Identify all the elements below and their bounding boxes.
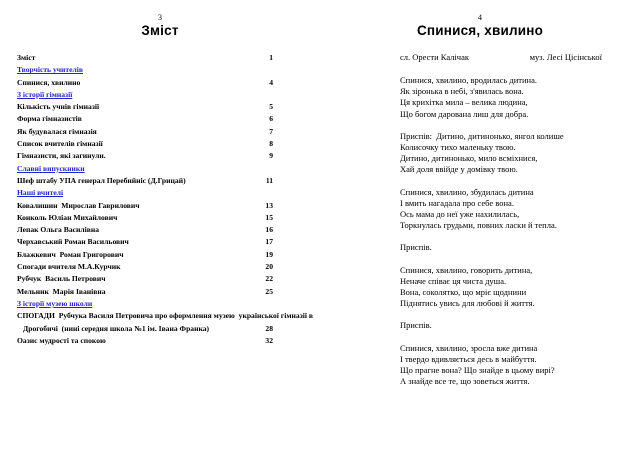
toc-entry-label: Черхавський Роман Васильович: [17, 237, 129, 247]
toc-row: [17, 151, 273, 163]
poem-line: Спинися, хвилино, говорить дитина,: [400, 264, 533, 275]
toc-entry-label: Мельник Марія Іванівна: [17, 286, 106, 296]
toc-row: [17, 65, 273, 77]
toc-entry-label: Оазис мудрості та спокою: [17, 335, 106, 345]
poem-line: Дитино, дитинонько, мило всміхнися,: [400, 153, 538, 164]
poem-line: І твердо вдивляється десь в майбуття.: [400, 353, 537, 364]
poem: [400, 75, 640, 387]
toc-row: [17, 311, 313, 323]
toc-row: [17, 90, 273, 102]
toc-link[interactable]: Наші вчителі: [17, 188, 64, 198]
toc-entry-label: Зміст: [17, 53, 36, 62]
toc-entry-label: Кількість учнів гімназії: [17, 102, 100, 112]
stanza: [400, 265, 640, 310]
toc-row: [17, 287, 273, 299]
poem-line: Що богом дарована лиш для добра.: [400, 108, 529, 119]
toc-link[interactable]: З історії гімназії: [17, 89, 73, 99]
toc-page-number: 16: [265, 225, 273, 235]
stanza: [400, 131, 640, 176]
stanza: [400, 187, 640, 232]
toc-page-number: 13: [265, 200, 273, 210]
poem-line: Колисочку тихо маленьку твою.: [400, 142, 516, 153]
toc-page-number: 28: [265, 323, 273, 333]
toc-entry-label: Як будувалася гімназія: [17, 126, 97, 136]
toc-row: [17, 188, 273, 200]
toc-row: [17, 139, 273, 151]
poem-line: Що прагне вона? Що знайде в цьому вирі?: [400, 365, 555, 376]
toc-entry-label: Лепак Ольга Василівна: [17, 225, 99, 235]
toc-row: [17, 336, 273, 348]
toc-page-number: 17: [265, 237, 273, 247]
toc-entry-label: Список вчителів гімназії: [17, 139, 103, 149]
toc-row: [17, 237, 273, 249]
stanza: [400, 343, 640, 388]
toc-page-number: 32: [265, 335, 273, 345]
toc-entry-label: Спогади вчителя М.А.Курчик: [17, 262, 121, 272]
poem-line: Приспів.: [400, 242, 432, 253]
toc-row: [17, 274, 273, 286]
poem-line: Спинися, хвилино, збудилась дитина: [400, 186, 534, 197]
poem-line: Приспів: Дитино, дитинонько, янгол колише: [400, 130, 564, 141]
toc-row: [17, 127, 273, 139]
poem-line: Піднятись увись для любові й життя.: [400, 298, 535, 309]
right-page: [320, 0, 640, 452]
toc-page-number: 9: [269, 151, 273, 161]
toc-page-number: 7: [269, 126, 273, 136]
toc-entry-label: Форма гімназистів: [17, 114, 82, 124]
poem-line: Спинися, хвилино, вродилась дитина.: [400, 75, 537, 85]
left-page-title: Зміст: [141, 23, 179, 38]
toc-row: [17, 78, 273, 90]
poem-line: Як зіронька в небі, з'явилась вона.: [400, 86, 524, 97]
toc-row: [17, 324, 273, 336]
toc-row: [17, 250, 273, 262]
toc-row: [17, 225, 273, 237]
toc-entry-label: Спинися, хвилино: [17, 77, 81, 87]
toc-row: [17, 164, 273, 176]
poem-line: Ось мама до неї уже нахилилась,: [400, 209, 520, 220]
toc-row: [17, 176, 273, 188]
toc-page-number: 15: [265, 212, 273, 222]
toc-page-number: 8: [269, 139, 273, 149]
stanza: [400, 242, 640, 253]
poem-line: А знайде все те, що зоветься життя.: [400, 376, 530, 387]
toc-list: [17, 53, 313, 348]
poem-line: Торкнулась грудьми, повних ласки й тепла.: [400, 220, 557, 231]
poem-line: Хай доля ввійде у домівку твою.: [400, 164, 518, 175]
toc-link[interactable]: Славні випускники: [17, 163, 85, 173]
toc-page-number: 22: [265, 274, 273, 284]
stanza: [400, 75, 640, 120]
music-credit: муз. Лесі Цісінської: [529, 52, 602, 62]
left-page-number: 3: [158, 13, 162, 22]
toc-entry-label: Шеф штабу УПА генерал Перебийніс (Д.Грицай): [17, 175, 186, 185]
poem-line: Спинися, хвилино, зросла вже дитина: [400, 342, 538, 353]
toc-page-number: 5: [269, 102, 273, 112]
toc-entry-label: Дрогобичі (нині середня школа №1 ім. Івана Франка): [23, 323, 210, 333]
toc-entry-label: Гімназисти, які загинули.: [17, 151, 106, 161]
toc-entry-label: Блажкевич Роман Григорович: [17, 249, 124, 259]
toc-link[interactable]: Творчість учителів: [17, 65, 83, 75]
toc-page-number: 25: [265, 286, 273, 296]
right-page-number: 4: [478, 13, 482, 22]
toc-row: [17, 102, 273, 114]
toc-page-number: 4: [269, 77, 273, 87]
toc-row: [17, 299, 273, 311]
toc-page-number: 11: [265, 175, 273, 185]
toc-entry-label: Ковалишин Мирослав Гаврилович: [17, 200, 140, 210]
poem-line: Приспів.: [400, 320, 432, 331]
stanza: [400, 320, 640, 331]
poem-line: Неначе співає ця чиста душа.: [400, 275, 507, 286]
poem-line: Ця крихітка мила – велика людина,: [400, 97, 528, 108]
poem-line: І вмить нагадала про себе вона.: [400, 197, 514, 208]
poem-line: Вона, соколятко, що мріє щоднини: [400, 287, 527, 298]
toc-entry-label: Рубчук Василь Петрович: [17, 274, 106, 284]
lyrics-credit: сл. Орести Калічак: [400, 52, 469, 62]
toc-row: [17, 201, 273, 213]
toc-link[interactable]: З історії музею школи: [17, 298, 93, 308]
toc-row: [17, 213, 273, 225]
toc-page-number: 1: [269, 53, 273, 62]
toc-page-number: 20: [265, 262, 273, 272]
toc-row: [17, 53, 273, 65]
toc-entry-label: СПОГАДИ Рубчука Василя Петровича про оформлення музею української гімназії в: [17, 311, 313, 321]
toc-row: [17, 262, 273, 274]
toc-page-number: 19: [265, 249, 273, 259]
toc-entry-label: Конколь Юліан Михайлович: [17, 212, 118, 222]
right-page-title: Спинися, хвилино: [416, 23, 544, 38]
toc-page-number: 6: [269, 114, 273, 124]
credits-row: [400, 52, 602, 62]
toc-row: [17, 114, 273, 126]
